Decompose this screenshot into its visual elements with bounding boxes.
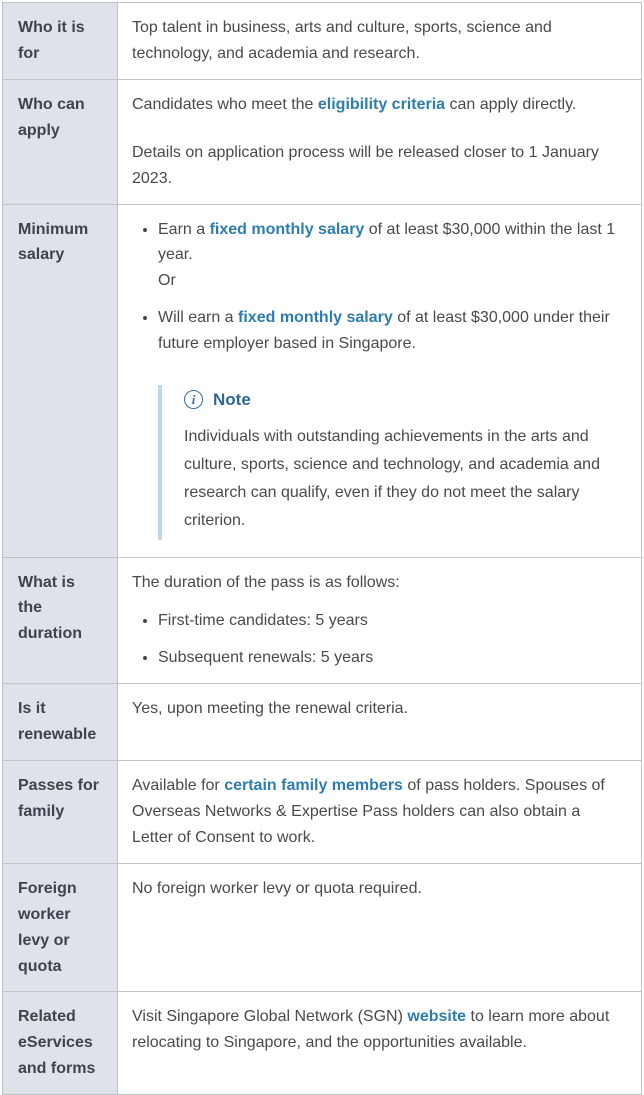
- text-segment: of at least $30,000 within the last 1 year.: [158, 220, 616, 264]
- sgn-website-link[interactable]: website: [407, 1008, 467, 1026]
- row-content: [118, 992, 641, 1094]
- certain-family-members-link[interactable]: certain family members: [224, 777, 403, 795]
- row-content: [118, 205, 641, 557]
- row-content: [118, 761, 641, 863]
- table-row-who-it-is-for: [3, 3, 641, 80]
- eligibility-criteria-link[interactable]: eligibility criteria: [317, 95, 446, 113]
- table-row-levy-quota: [3, 864, 641, 993]
- text-segment: Visit Singapore Global Network (SGN): [132, 1008, 408, 1026]
- fixed-monthly-salary-link[interactable]: fixed monthly salary: [209, 220, 365, 238]
- text-segment: of at least $30,000 under their future employer based in Singapore.: [158, 309, 610, 353]
- row-header: Who can apply: [3, 80, 118, 204]
- row-header: What is the duration: [3, 558, 118, 684]
- row-header: Minimum salary: [3, 205, 118, 557]
- note-title-label: Note: [213, 390, 251, 410]
- table-row-renewable: [3, 684, 641, 761]
- pass-info-table: [2, 2, 642, 1095]
- list-item: • Subsequent renewals: 5 years: [158, 645, 625, 671]
- row-text: Details on application process will be released closer to 1 January 2023.: [132, 143, 599, 187]
- text-segment: Available for: [132, 777, 225, 795]
- table-row-related-eservices: [3, 992, 641, 1094]
- row-header: Foreign worker levy or quota: [3, 864, 118, 992]
- row-content: [118, 684, 641, 760]
- row-text: [132, 773, 625, 851]
- note-callout: [158, 385, 615, 540]
- table-row-who-can-apply: [3, 80, 641, 205]
- list-item: • First-time candidates: 5 years: [158, 608, 625, 634]
- salary-criteria-list: [132, 217, 625, 358]
- list-item: [158, 217, 625, 295]
- table-row-minimum-salary: [3, 205, 641, 558]
- table-row-duration: [3, 558, 641, 685]
- row-text: The duration of the pass is as follows:: [132, 573, 400, 591]
- or-text: Or: [158, 272, 176, 290]
- row-text: No foreign worker levy or quota required.: [132, 879, 422, 897]
- info-icon: i: [184, 390, 203, 409]
- table-row-passes-for-family: [3, 761, 641, 864]
- row-content: [118, 80, 641, 204]
- row-text: [132, 1004, 625, 1056]
- row-header: Is it renewable: [3, 684, 118, 760]
- text-segment: Earn a: [158, 220, 210, 238]
- row-content: [118, 558, 641, 684]
- list-item: [158, 305, 625, 357]
- row-header: Passes for family: [3, 761, 118, 863]
- row-text: Top talent in business, arts and culture, sports, science and technology, and academia and research.: [132, 19, 552, 62]
- row-header: Who it is for: [3, 3, 118, 79]
- text-segment: of pass holders. Spouses of Overseas Networks & Expertise Pass holders can also obtain a Letter of Consent to work.: [132, 777, 605, 846]
- row-text: Yes, upon meeting the renewal criteria.: [132, 700, 409, 718]
- duration-list: [132, 608, 625, 671]
- row-text: [132, 92, 625, 118]
- row-content: [118, 864, 641, 992]
- text-segment: Candidates who meet the: [132, 95, 318, 113]
- text-segment: can apply directly.: [445, 95, 577, 113]
- note-title: [184, 388, 603, 412]
- fixed-monthly-salary-link[interactable]: fixed monthly salary: [238, 309, 393, 327]
- row-header: Related eServices and forms: [3, 992, 118, 1094]
- text-segment: Will earn a: [158, 309, 239, 327]
- note-text: Individuals with outstanding achievements in the arts and culture, sports, science and technology, and academia and research can qualify, even if they do not meet the salary criterion.: [184, 427, 600, 529]
- text-segment: to learn more about relocating to Singapore, and the opportunities available.: [132, 1008, 610, 1052]
- row-content: [118, 3, 641, 79]
